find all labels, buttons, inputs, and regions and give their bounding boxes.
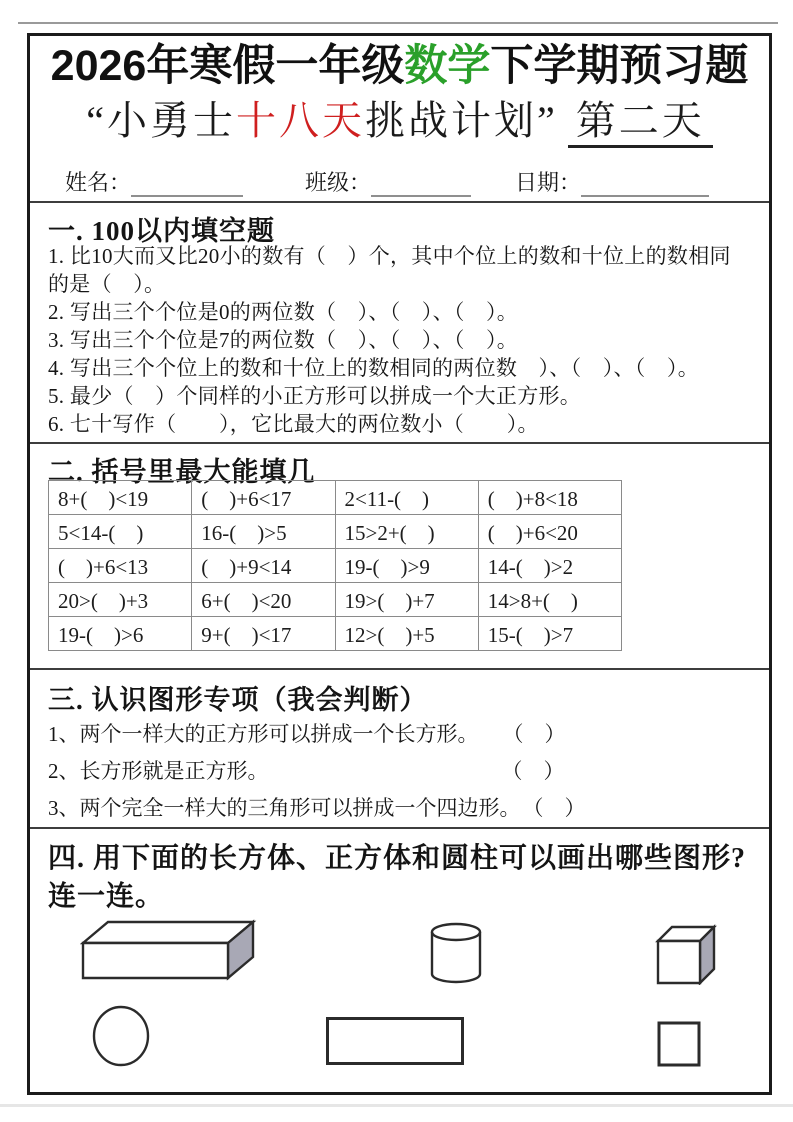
table-row [49,515,622,549]
table-row [49,583,622,617]
name-blank-line [131,175,243,197]
judge-item [48,718,748,748]
section4-heading-line2: 连一连。 [48,881,165,912]
cube-solid-shape [655,923,717,985]
worksheet-sheet [27,33,772,1095]
expression-cell: 5<14-( ) [49,515,192,549]
expression-cell: 12>( )+5 [335,617,478,651]
judge-answer-parens: （ ） [502,722,566,746]
title-pre: 2026年寒假一年级 [50,42,405,90]
judge-statement: 3、两个完全一样大的三角形可以拼成一个四边形。 [48,796,521,820]
expression-cell: 2<11-( ) [335,481,478,515]
scan-bottom-shadow [0,1104,793,1107]
expression-cell: 15>2+( ) [335,515,478,549]
expression-cell: 19>( )+7 [335,583,478,617]
expression-cell: ( )+6<17 [192,481,335,515]
section4-heading-line1: 四. 用下面的长方体、正方体和圆柱可以画出哪些图形? [48,843,747,874]
inequality-table [48,480,622,651]
name-field [65,166,243,197]
expression-cell: ( )+9<14 [192,549,335,583]
date-label: 日期： [515,170,582,195]
expression-cell: ( )+8<18 [478,481,621,515]
page-title [30,42,769,90]
table-row [49,617,622,651]
question-line: 6. 七十写作（ ），它比最大的两位数小（ ）。 [48,412,539,436]
expression-cell: 8+( )<19 [49,481,192,515]
table-row [49,549,622,583]
title-post: 下学期预习题 [490,42,749,90]
question-line: 的是（ ）。 [48,272,166,296]
date-blank-line [581,175,709,197]
judge-item [48,755,748,785]
title-subject-highlight: 数学 [404,42,491,90]
expression-cell: 19-( )>9 [335,549,478,583]
expression-cell: 14-( )>2 [478,549,621,583]
page-subtitle [30,96,769,146]
day-number-underlined: 第二天 [568,98,713,148]
cuboid-solid-shape [80,918,257,982]
expression-cell: 6+( )<20 [192,583,335,617]
subtitle-pre: “小勇士 [86,98,236,143]
question-line: 3. 写出三个个位是7的两位数（ ）、（ ）、（ ）。 [48,328,519,352]
question-line: 5. 最少（ ）个同样的小正方形可以拼成一个大正方形。 [48,384,582,408]
subtitle-days-highlight: 十八天 [236,98,365,143]
question-line: 1. 比10大而又比20小的数有（ ）个，其中个位上的数和十位上的数相同 [48,244,731,268]
section1-questions [48,242,756,438]
class-field [305,166,471,197]
class-blank-line [371,175,471,197]
judge-answer-parens: （ ） [522,796,586,820]
date-field [515,166,709,197]
judge-item [48,792,748,822]
expression-cell: 9+( )<17 [192,617,335,651]
rectangle-plane-shape [325,1016,465,1066]
subtitle-post: 挑战计划” [365,98,558,143]
question-line: 4. 写出三个个位上的数和十位上的数相同的两位数 ）、（ ）、（ ）。 [48,356,699,380]
student-info-row [30,166,769,194]
section-divider [30,668,769,670]
expression-cell: 19-( )>6 [49,617,192,651]
question-line: 2. 写出三个个位是0的两位数（ ）、（ ）、（ ）。 [48,300,519,324]
scan-edge-line [18,22,778,24]
section3-heading: 三. 认识图形专项（我会判断） [48,685,428,715]
class-label: 班级： [305,170,372,195]
section2-heading: 二. 括号里最大能填几 [48,457,316,487]
expression-cell: ( )+6<20 [478,515,621,549]
square-plane-shape [657,1021,701,1067]
judge-statement: 2、长方形就是正方形。 [48,759,269,783]
circle-plane-shape [90,1005,152,1067]
judge-answer-parens: （ ） [501,759,565,783]
expression-cell: 14>8+( ) [478,583,621,617]
expression-cell: 20>( )+3 [49,583,192,617]
section-divider [30,827,769,829]
section-divider [30,201,769,203]
expression-cell: 16-( )>5 [192,515,335,549]
section-divider [30,442,769,444]
name-label: 姓名： [65,170,132,195]
section1-heading: 一. 100以内填空题 [48,216,275,246]
expression-cell: ( )+6<13 [49,549,192,583]
judge-statement: 1、两个一样大的正方形可以拼成一个长方形。 [48,722,479,746]
cylinder-solid-shape [428,922,484,984]
table-row [49,481,622,515]
expression-cell: 15-( )>7 [478,617,621,651]
